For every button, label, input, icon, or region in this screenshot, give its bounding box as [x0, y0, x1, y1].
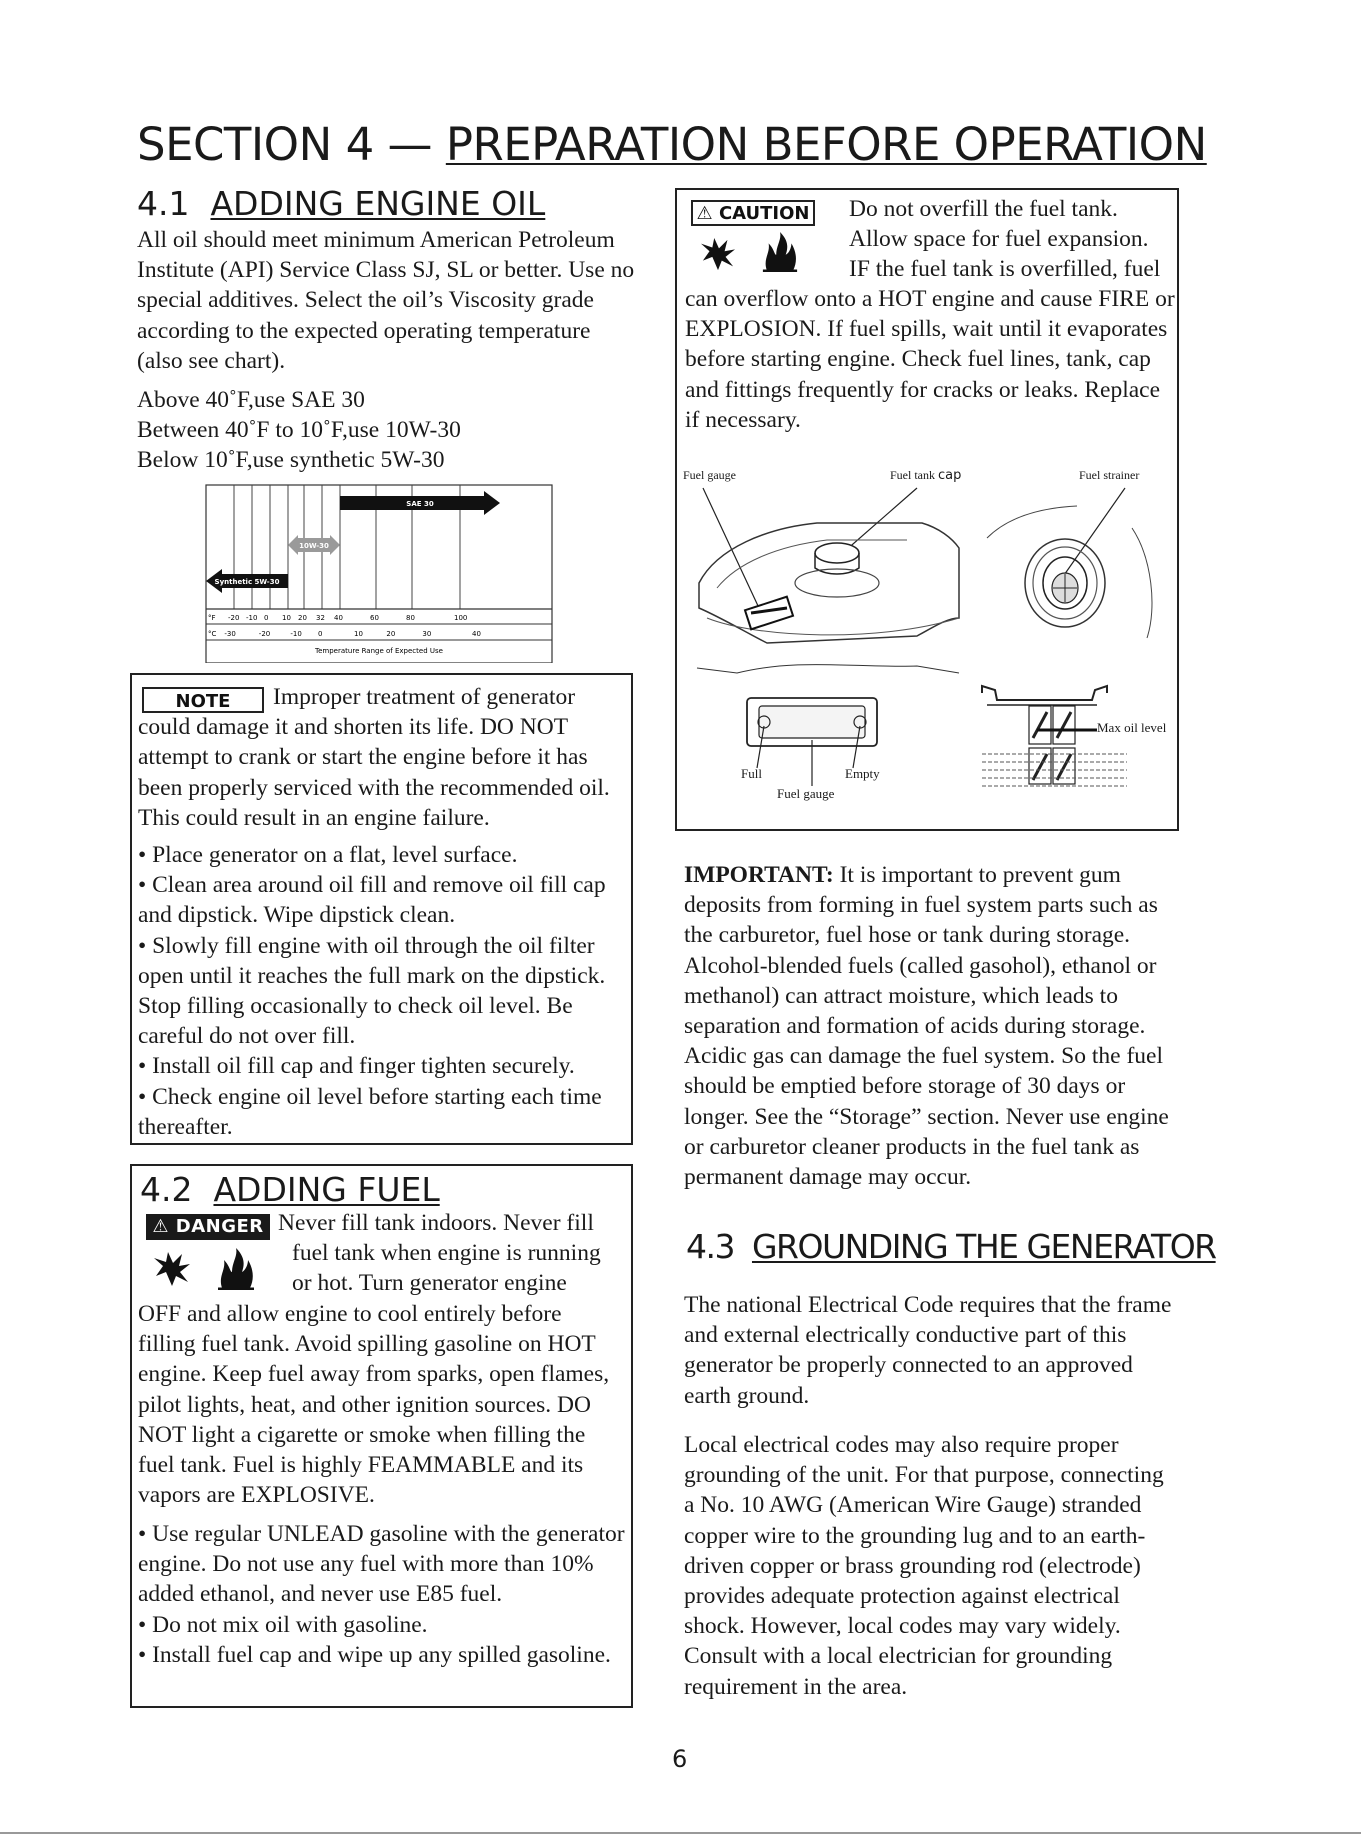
chart-tick-label-f: 0 — [264, 614, 269, 622]
chart-tick-label-f: 40 — [334, 614, 343, 622]
caution-line: Do not overfill the fuel tank. — [849, 196, 1118, 222]
chart-tick-label-c: 10 — [354, 630, 363, 638]
note-bullet: • Install oil fill cap and finger tighten securely. — [138, 1053, 575, 1080]
fuel-bullet: • Install fuel cap and wipe up any spilled gasoline. — [138, 1641, 611, 1668]
chart-tick-label-f: 100 — [454, 614, 468, 622]
heading-4-2 — [140, 1170, 440, 1209]
explosion-icon — [699, 238, 737, 272]
chart-tick-label-f: 32 — [316, 614, 325, 622]
caution-badge-label: CAUTION — [718, 203, 810, 224]
danger-lines — [278, 1208, 631, 1299]
section-title-prefix: SECTION 4 — — [137, 118, 446, 171]
chart-tick-label-f: 20 — [298, 614, 307, 622]
danger-line: Never fill tank indoors. Never fill — [278, 1210, 594, 1236]
danger-badge — [146, 1214, 270, 1240]
adding-fuel-box — [130, 1164, 633, 1708]
oil-temp-guide — [137, 385, 637, 476]
chart-series-label: Synthetic 5W-30 — [214, 578, 280, 586]
label-empty: Empty — [845, 766, 880, 781]
temp-line: Above 40˚F,use SAE 30 — [137, 387, 365, 413]
fire-icon — [761, 230, 799, 272]
heading-4-3 — [686, 1227, 1216, 1266]
heading-4-2-number: 4.2 — [140, 1170, 193, 1209]
chart-tick-label-f: 60 — [370, 614, 379, 622]
important-label: IMPORTANT: — [684, 862, 834, 888]
danger-badge-label: DANGER — [175, 1216, 264, 1237]
warning-triangle-icon: ⚠ — [696, 203, 713, 224]
label-cap: cap — [938, 468, 962, 483]
warning-triangle-icon: ⚠ — [152, 1216, 169, 1237]
chart-tick-label-f: -10 — [246, 614, 258, 622]
caution-badge — [691, 200, 815, 226]
chart-tick-label-f: -20 — [228, 614, 240, 622]
label-full: Full — [741, 766, 762, 781]
fire-icon — [216, 1246, 256, 1290]
label-fuel-strainer: Fuel strainer — [1079, 468, 1140, 482]
fuel-diagram — [677, 468, 1177, 828]
fuel-bullet: • Use regular UNLEAD gasoline with the generator engine. Do not use any fuel with more than 10% added ethanol, and never use E85 fuel. — [138, 1521, 625, 1608]
chart-tick-label-c: -20 — [258, 630, 271, 638]
temp-line: Between 40˚F to 10˚F,use 10W-30 — [137, 417, 461, 444]
heading-4-3-title: GROUNDING THE GENERATOR — [751, 1227, 1216, 1266]
chart-x-label: Temperature Range of Expected Use — [315, 647, 443, 655]
chart-tick-label-c: -10 — [290, 630, 302, 638]
section-title — [137, 118, 1207, 171]
note-badge: NOTE — [142, 687, 264, 713]
heading-4-1 — [137, 184, 545, 223]
fuel-bullet: • Do not mix oil with gasoline. — [138, 1611, 428, 1638]
page-number: 6 — [672, 1745, 688, 1773]
danger-line: fuel tank when engine is running — [292, 1240, 601, 1267]
chart-tick-label-c: 0 — [318, 630, 323, 638]
chart-f-label: °F — [208, 614, 216, 622]
fuel-bullets — [138, 1519, 630, 1670]
note-bullet: • Place generator on a flat, level surface. — [138, 842, 518, 868]
note-bullet: • Slowly fill engine with oil through the oil filter open until it reaches the full mark on the dipstick. Stop filling occasionally to check oil level. Be careful do not over fill. — [138, 932, 606, 1050]
note-text — [138, 682, 628, 833]
note-box — [130, 673, 633, 1145]
heading-4-2-title: ADDING FUEL — [213, 1170, 440, 1209]
important-text: It is important to prevent gum deposits from forming in fuel system parts such as the carburetor, fuel hose or tank during storage. Alcohol-blended fuels (called gasohol), ethanol or methanol) can attract moisture, which leads to separation and formation of acids during storage. Acidic gas can damage the fuel system. So the fuel should be emptied before storage of 30 days or longer. See the “Storage” section. Never use engine or carburetor cleaner products in the fuel tank as permanent damage may occur. — [684, 862, 1169, 1191]
note-bullets — [138, 840, 630, 1142]
caution-text: can overflow onto a HOT engine and cause FIRE or EXPLOSION. If fuel spills, wait until it evaporates before starting engine. Check fuel lines, tank, cap and fittings frequently for cracks or leaks. Replace if necessary. — [685, 286, 1175, 433]
note-bullet: • Clean area around oil fill and remove oil fill cap and dipstick. Wipe dipstick clean. — [138, 872, 606, 929]
label-fuel-tank: Fuel tank — [890, 468, 938, 482]
chart-tick-label-f: 10 — [282, 614, 291, 622]
note-bullet: • Check engine oil level before starting each time thereafter. — [138, 1083, 602, 1140]
grounding-paragraph-1: The national Electrical Code requires that the frame and external electrically conductive part of this generator be properly connected to an approved earth ground. — [684, 1292, 1172, 1409]
temp-line: Below 10˚F,use synthetic 5W-30 — [137, 447, 445, 474]
heading-4-1-number: 4.1 — [137, 184, 190, 223]
heading-4-1-title: ADDING ENGINE OIL — [210, 184, 546, 223]
section-title-main: PREPARATION BEFORE OPERATION — [445, 118, 1207, 171]
chart-tick-label-c: 20 — [386, 630, 396, 638]
label-max-oil-level: Max oil level — [1097, 720, 1167, 735]
oil-viscosity-chart — [204, 483, 554, 663]
label-fuel-gauge-bottom: Fuel gauge — [777, 786, 835, 801]
label-fuel-gauge: Fuel gauge — [683, 468, 736, 482]
chart-tick-label-c: -30 — [224, 630, 236, 638]
chart-series-label: 10W-30 — [299, 542, 329, 550]
oil-intro: All oil should meet minimum American Petroleum Institute (API) Service Class SJ, SL or better. Use no special additives. Select the oil’s Viscosity grade according to the expected operating temperature (also see chart). — [137, 227, 635, 374]
chart-tick-label-c: 30 — [422, 630, 432, 638]
caution-line: IF the fuel tank is overfilled, fuel — [849, 256, 1161, 283]
danger-line: or hot. Turn generator engine — [292, 1270, 567, 1297]
chart-c-label: °C — [208, 630, 217, 638]
caution-line: Allow space for fuel expansion. — [849, 226, 1149, 253]
important-paragraph — [684, 860, 1172, 1192]
caution-lines — [849, 194, 1179, 285]
note-text-content: Improper treatment of generator could damage it and shorten its life. DO NOT attempt to crank or start the engine before it has been properly serviced with the recommended oil. This could result in an engine failure. — [138, 684, 610, 831]
explosion-icon — [152, 1252, 192, 1288]
caution-box — [675, 188, 1179, 831]
grounding-paragraph-2: Local electrical codes may also require proper grounding of the unit. For that purpose, connecting a No. 10 AWG (American Wire Gauge) stranded copper wire to the grounding lug and to an earth-driven copper or brass grounding rod (electrode) provides adequate protection against electrical shock. However, local codes may vary widely. Consult with a local electrician for grounding requirement in the area. — [684, 1432, 1164, 1700]
danger-text: OFF and allow engine to cool entirely before filling fuel tank. Avoid spilling gasoline on HOT engine. Keep fuel away from sparks, open flames, pilot lights, heat, and other ignition sources. DO NOT light a cigarette or smoke when filling the fuel tank. Fuel is highly FEAMMABLE and its vapors are EXPLOSIVE. — [138, 1301, 610, 1509]
chart-tick-label-f: 80 — [406, 614, 415, 622]
chart-tick-label-c: 40 — [472, 630, 481, 638]
heading-4-3-number: 4.3 — [686, 1227, 734, 1266]
chart-series-label: SAE 30 — [406, 500, 434, 508]
